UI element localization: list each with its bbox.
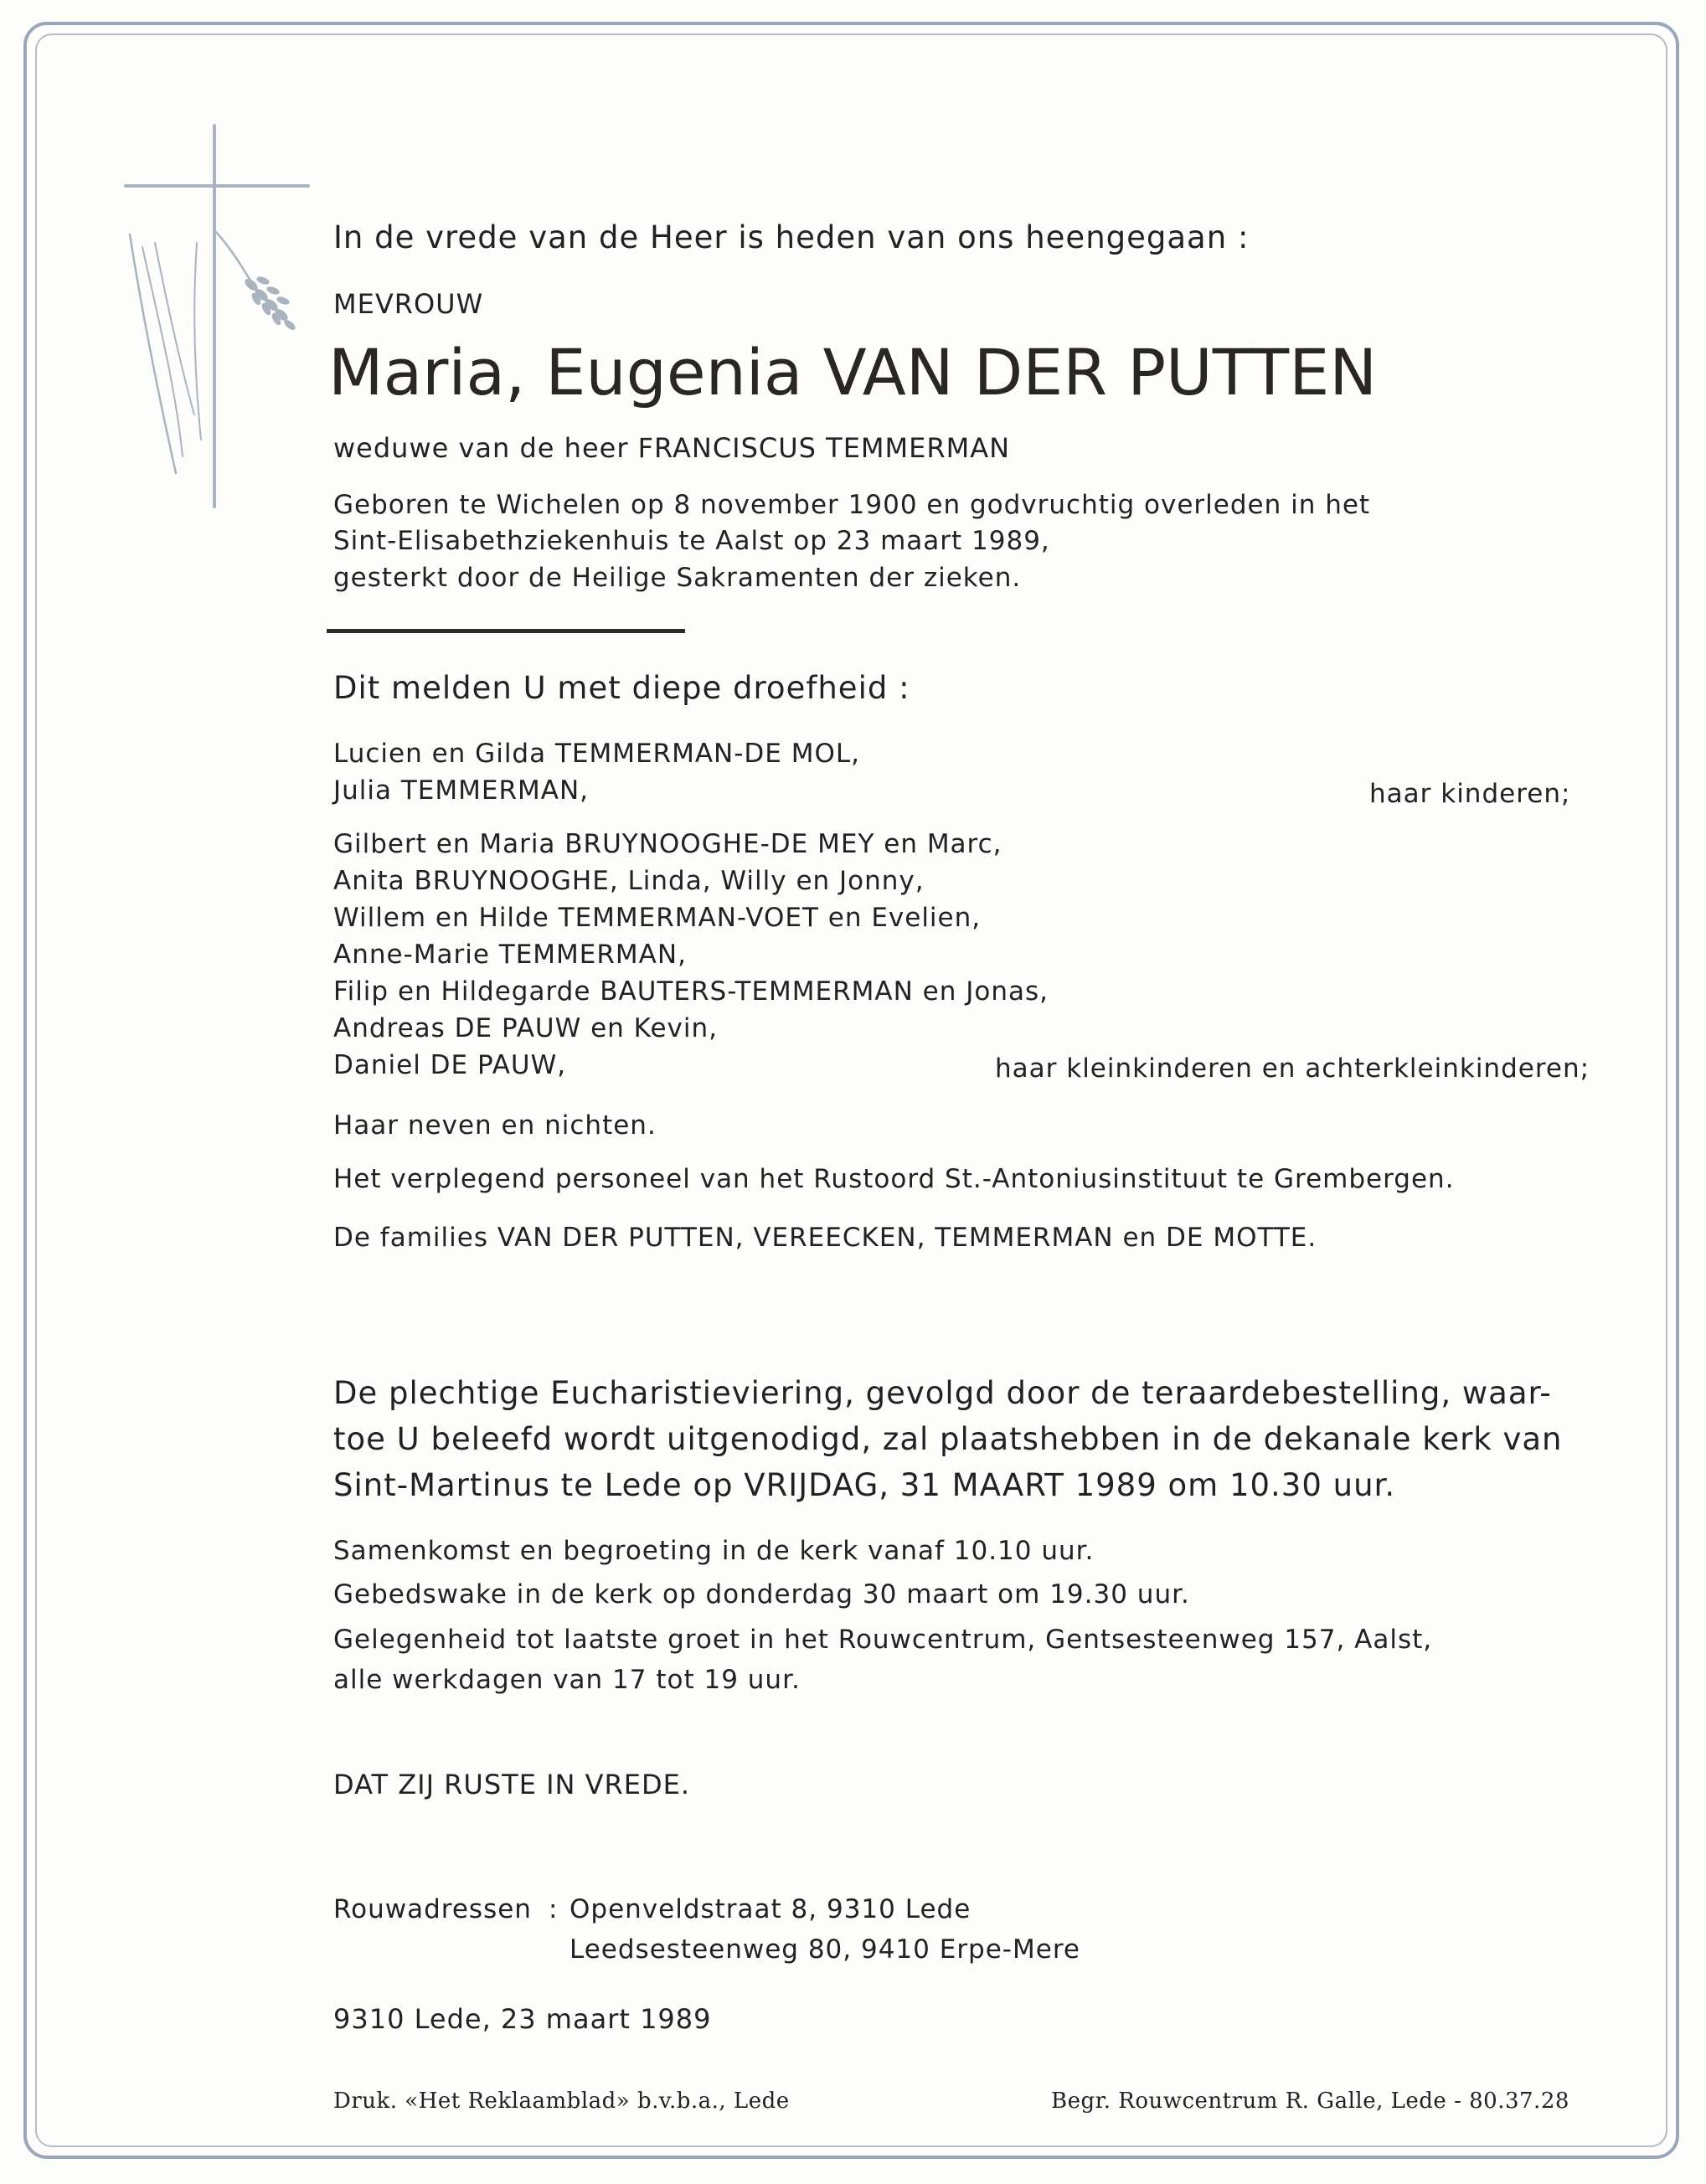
printer-credit: Druk. «Het Reklaamblad» b.v.b.a., Lede bbox=[333, 2089, 790, 2114]
grandchildren-line: Andreas DE PAUW en Kevin, bbox=[333, 1013, 718, 1043]
addresses-label: Rouwadressen bbox=[333, 1894, 532, 1924]
grandchildren-line: Daniel DE PAUW, bbox=[333, 1050, 567, 1080]
ceremony-line: toe U beleefd wordt uitgenodigd, zal plaatshebben in de dekanale kerk van bbox=[333, 1421, 1563, 1457]
place-date: 9310 Lede, 23 maart 1989 bbox=[333, 2003, 712, 2035]
ceremony-line: Sint-Martinus te Lede op VRIJDAG, 31 MAART 1989 om 10.30 uur. bbox=[333, 1467, 1396, 1503]
undertaker-credit: Begr. Rouwcentrum R. Galle, Lede - 80.37.28 bbox=[1051, 2089, 1569, 2114]
rest-in-peace: DAT ZIJ RUSTE IN VREDE. bbox=[333, 1769, 690, 1800]
ceremony-line: De plechtige Eucharistieviering, gevolgd door de teraardebestelling, waar- bbox=[333, 1375, 1552, 1411]
cross-wheat-icon bbox=[117, 121, 318, 515]
address-line: Openveldstraat 8, 9310 Lede bbox=[570, 1894, 972, 1924]
details-line: alle werkdagen van 17 tot 19 uur. bbox=[333, 1665, 801, 1695]
relatives-line: Haar neven en nichten. bbox=[333, 1110, 657, 1141]
details-line: Samenkomst en begroeting in de kerk vanaf 10.10 uur. bbox=[333, 1536, 1095, 1566]
deceased-name: Maria, Eugenia VAN DER PUTTEN bbox=[328, 335, 1378, 410]
children-line: Julia TEMMERMAN, bbox=[333, 775, 590, 806]
grandchildren-role: haar kleinkinderen en achterkleinkinderen; bbox=[995, 1053, 1590, 1084]
spouse-line: weduwe van de heer FRANCISCUS TEMMERMAN bbox=[333, 432, 1011, 464]
birth-line: Sint-Elisabethziekenhuis te Aalst op 23 maart 1989, bbox=[333, 526, 1050, 556]
staff-line: Het verplegend personeel van het Rustoord St.-Antoniusinstituut te Grembergen. bbox=[333, 1164, 1455, 1194]
title-text: MEVROUW bbox=[333, 288, 484, 320]
details-line: Gelegenheid tot laatste groet in het Rouwcentrum, Gentsesteenweg 157, Aalst, bbox=[333, 1625, 1433, 1655]
address-line: Leedsesteenweg 80, 9410 Erpe-Mere bbox=[570, 1934, 1080, 1965]
addresses-separator: : bbox=[549, 1894, 559, 1924]
divider-rule bbox=[327, 629, 685, 633]
grandchildren-line: Filip en Hildegarde BAUTERS-TEMMERMAN en Jonas, bbox=[333, 976, 1049, 1007]
children-line: Lucien en Gilda TEMMERMAN-DE MOL, bbox=[333, 739, 861, 769]
families-line: De families VAN DER PUTTEN, VEREECKEN, TEMMERMAN en DE MOTTE. bbox=[333, 1223, 1317, 1253]
grandchildren-line: Gilbert en Maria BRUYNOOGHE-DE MEY en Marc, bbox=[333, 829, 1002, 859]
grandchildren-line: Anne-Marie TEMMERMAN, bbox=[333, 940, 687, 970]
birth-line: Geboren te Wichelen op 8 november 1900 en godvruchtig overleden in het bbox=[333, 490, 1371, 520]
grandchildren-line: Willem en Hilde TEMMERMAN-VOET en Evelien, bbox=[333, 903, 982, 933]
birth-line: gesterkt door de Heilige Sakramenten der zieken. bbox=[333, 563, 1022, 593]
children-role: haar kinderen; bbox=[1369, 779, 1571, 809]
grandchildren-line: Anita BRUYNOOGHE, Linda, Willy en Jonny, bbox=[333, 866, 925, 896]
announce-text: Dit melden U met diepe droefheid : bbox=[333, 670, 910, 706]
details-line: Gebedswake in de kerk op donderdag 30 maart om 19.30 uur. bbox=[333, 1579, 1190, 1610]
intro-text: In de vrede van de Heer is heden van ons heengegaan : bbox=[333, 219, 1250, 255]
